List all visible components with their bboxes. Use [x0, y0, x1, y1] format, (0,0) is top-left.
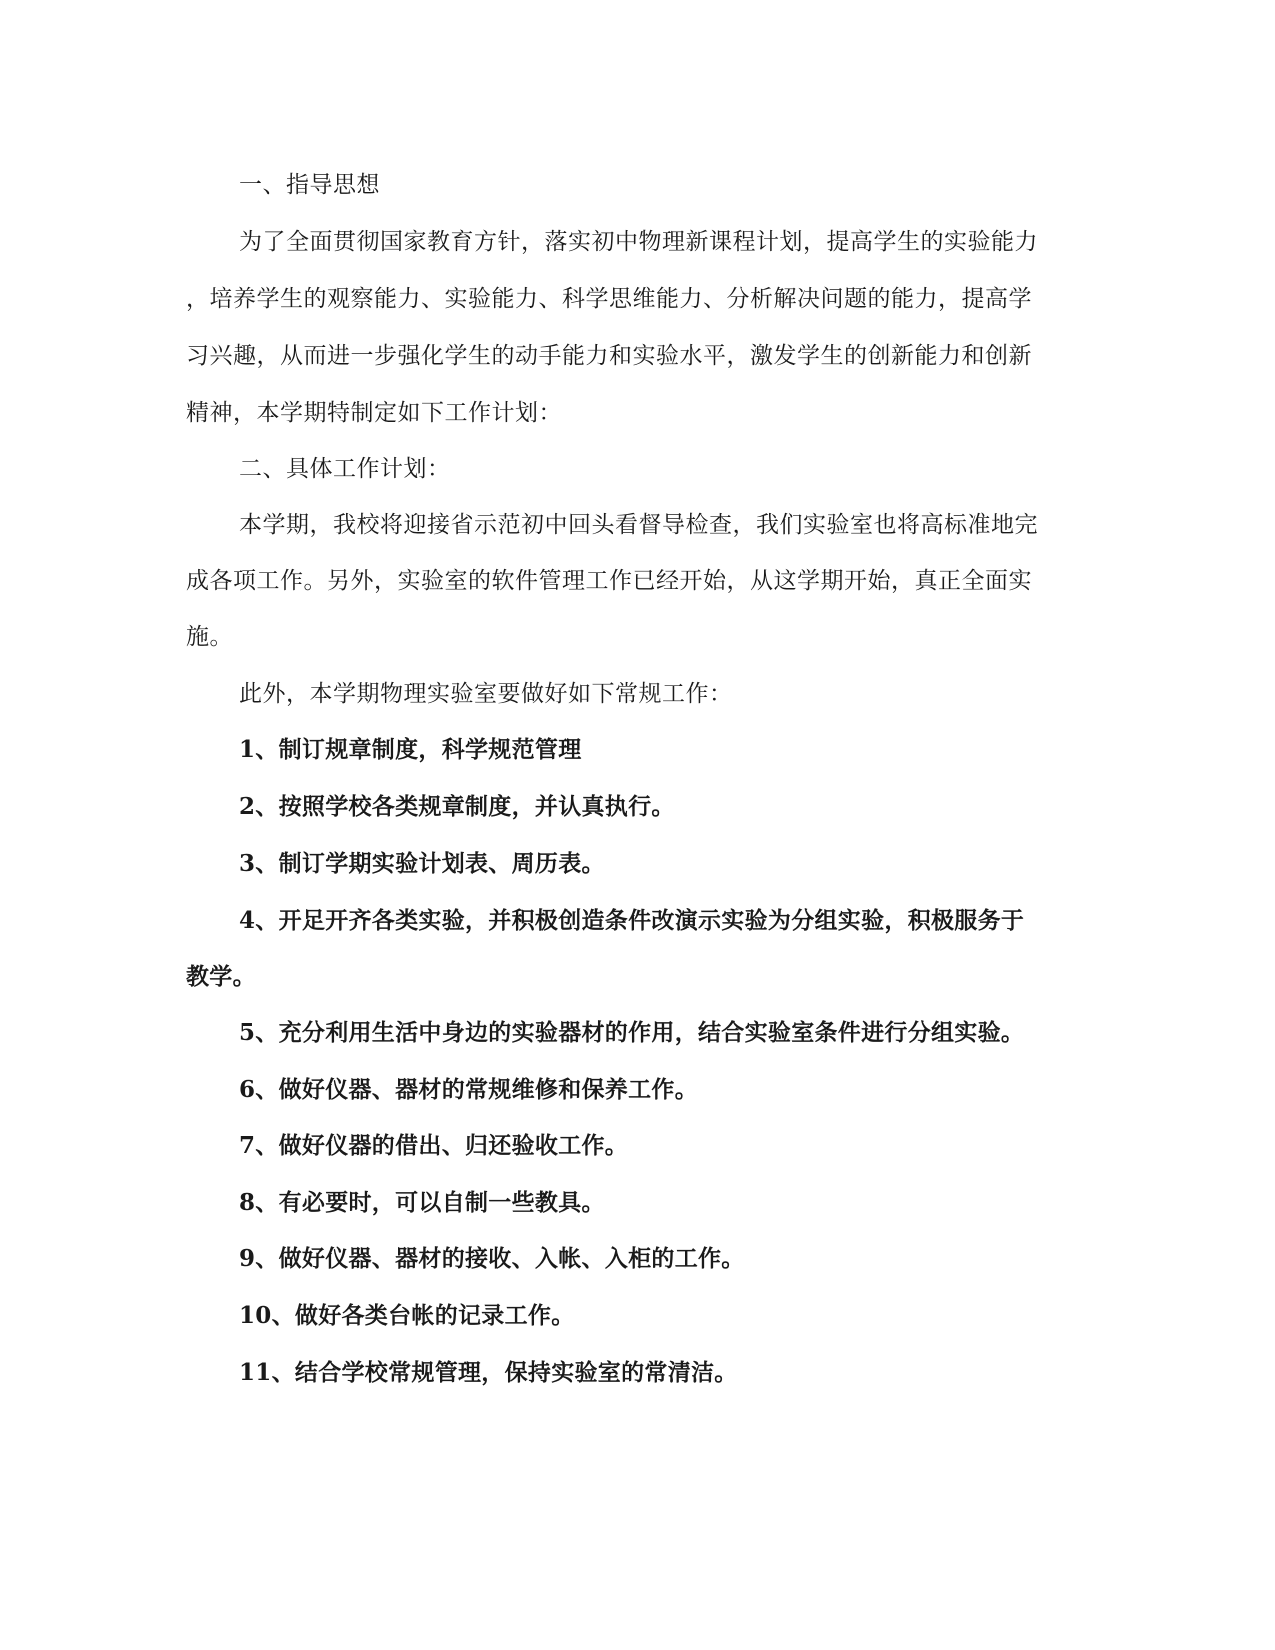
paragraph-line: 习兴趣，从而进一步强化学生的动手能力和实验水平，激发学生的创新能力和创新 — [186, 343, 1032, 369]
paragraph-line: 精神，本学期特制定如下工作计划： — [186, 400, 562, 426]
list-item: 6、做好仪器、器材的常规维修和保养工作。 — [239, 1076, 699, 1103]
paragraph-line: 为了全面贯彻国家教育方针，落实初中物理新课程计划，提高学生的实验能力 — [239, 229, 1038, 255]
list-item-continuation: 教学。 — [186, 963, 256, 990]
list-item: 3、制订学期实验计划表、周历表。 — [239, 850, 605, 877]
list-item: 2、按照学校各类规章制度，并认真执行。 — [239, 793, 675, 820]
paragraph-line: 施。 — [186, 624, 233, 650]
paragraph-line: 成各项工作。另外，实验室的软件管理工作已经开始，从这学期开始，真正全面实 — [186, 568, 1032, 594]
list-item: 9、做好仪器、器材的接收、入帐、入柜的工作。 — [239, 1245, 745, 1272]
list-item: 11、结合学校常规管理，保持实验室的常清洁。 — [239, 1359, 738, 1386]
section-heading-guiding-ideology: 一、指导思想 — [239, 172, 380, 198]
list-item: 1、制订规章制度，科学规范管理 — [239, 736, 582, 763]
list-item: 4、开足开齐各类实验，并积极创造条件改演示实验为分组实验，积极服务于 — [239, 907, 1025, 934]
list-item: 7、做好仪器的借出、归还验收工作。 — [239, 1132, 629, 1159]
paragraph-line: 此外，本学期物理实验室要做好如下常规工作： — [239, 681, 733, 707]
section-heading-work-plan: 二、具体工作计划： — [239, 456, 451, 482]
list-item: 10、做好各类台帐的记录工作。 — [239, 1302, 575, 1329]
list-item: 5、充分利用生活中身边的实验器材的作用，结合实验室条件进行分组实验。 — [239, 1019, 1025, 1046]
paragraph-line: 本学期，我校将迎接省示范初中回头看督导检查，我们实验室也将高标准地完 — [239, 512, 1038, 538]
paragraph-line: ，培养学生的观察能力、实验能力、科学思维能力、分析解决问题的能力，提高学 — [186, 286, 1032, 312]
list-item: 8、有必要时，可以自制一些教具。 — [239, 1189, 605, 1216]
